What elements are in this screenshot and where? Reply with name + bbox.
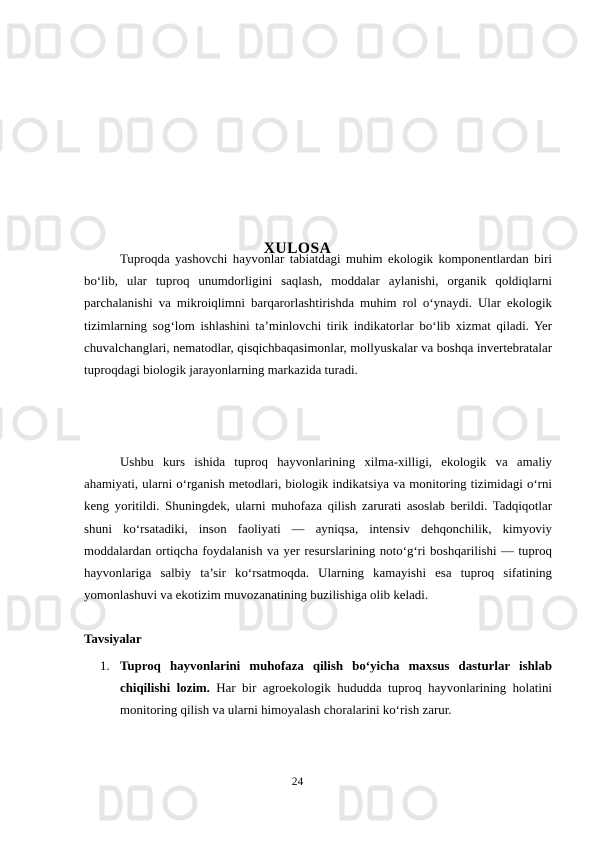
recommendation-bold-text: Tuproq hayvonlarini muhofaza qilish bo‘yicha maxsus dasturlar ishlab chiqilishi lozim. [120, 659, 552, 696]
recommendation-text: Har bir agroekologik hududda tuproq hayvonlarining holatini monitoring qilish va ularni himoyalash choralarini ko‘rish zarur. [120, 681, 552, 718]
page-number: 24 [291, 776, 304, 788]
conclusion-paragraph-2: Ushbu kurs ishida tuproq hayvonlarining xilma-xilligi, ekologik va amaliy ahamiyati, ularni o‘rganish metodlari, biologik indikatsiya va monitoring tizimidagi o‘rni keng yoritildi. Shuningdek, ularni muhofaza qilish zarurati asoslab berildi. Tadqiqotlar shuni ko‘rsatadiki, inson faoliyati — ayniqsa, intensiv dehqonchilik, kimyoviy moddalardan ortiqcha foydalanish va yer resurslarining noto‘g‘ri boshqarilishi — tuproq hayvonlariga salbiy ta’sir ko‘rsatmoqda. Ularning kamayishi esa tuproq sifatining yomonlashuvi va ekotizim muvozanatining buzilishiga olib keladi. [84, 455, 552, 603]
recommendation-item [84, 655, 552, 722]
recommendation-number: 1. [100, 659, 110, 673]
page-title: XULOSA [263, 240, 332, 257]
recommendation-body [120, 655, 552, 722]
conclusion-paragraph-1: Tuproqda yashovchi hayvonlar tabiatdagi muhim ekologik komponentlardan biri bo‘lib, ular tuproq unumdorligini saqlash, moddalar aylanishi, organik qoldiqlarni parchalanishi va mikroiqlimni barqarorlashtirishda muhim rol o‘ynaydi. Ular ekologik tizimlarning sog‘lom ishlashini ta’minlovchi tirik indikatorlar bo‘lib xizmat qiladi. Yer chuvalchanglari, nematodlar, qisqichbaqasimonlar, mollyuskalar va boshqa invertebratalar tuproqdagi biologik jarayonlarning markazida turadi. [84, 252, 552, 378]
recommendations-heading: Tavsiyalar [84, 632, 142, 646]
